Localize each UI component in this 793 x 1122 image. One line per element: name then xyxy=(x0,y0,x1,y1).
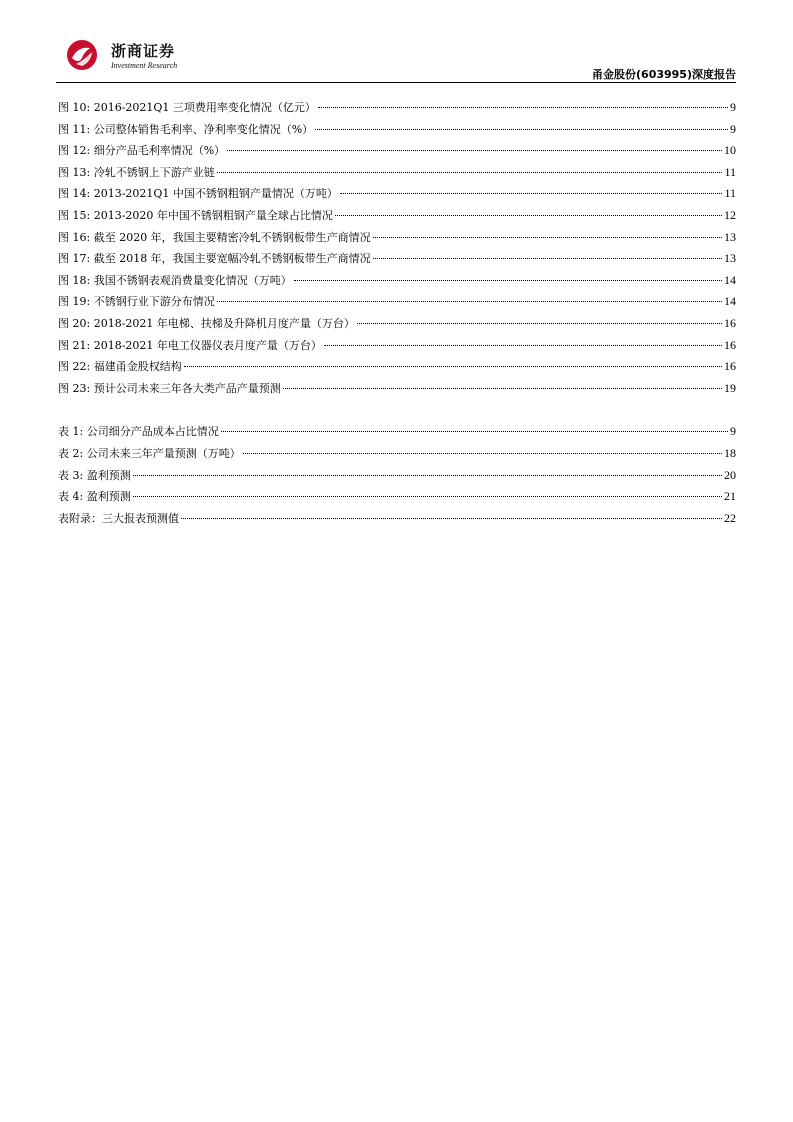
list-gap xyxy=(58,401,736,423)
toc-entry-page: 14 xyxy=(724,272,736,287)
toc-entry-page: 16 xyxy=(724,337,736,352)
company-name-cn: 浙商证券 xyxy=(111,42,176,60)
toc-entry-label: 图 17: 截至 2018 年，我国主要宽幅冷轧不锈钢板带生产商情况 xyxy=(58,252,371,266)
figure-toc-entry[interactable] xyxy=(58,250,736,272)
figure-toc-entry[interactable] xyxy=(58,358,736,380)
dot-leader xyxy=(294,280,722,281)
toc-entry-label: 图 13: 冷轧不锈钢上下游产业链 xyxy=(58,165,215,179)
toc-entry-label: 表附录：三大报表预测值 xyxy=(58,511,179,525)
toc-entry-page: 13 xyxy=(724,229,736,244)
dot-leader xyxy=(283,388,722,389)
figure-toc-entry[interactable] xyxy=(58,185,736,207)
toc-entry-page: 12 xyxy=(724,207,736,222)
dot-leader xyxy=(217,301,722,302)
company-name-en: Investment Research xyxy=(111,61,178,70)
header-divider xyxy=(56,82,736,83)
page-header xyxy=(56,34,736,84)
figure-toc-entry[interactable] xyxy=(58,142,736,164)
dot-leader xyxy=(227,150,722,151)
toc-entry-page: 16 xyxy=(724,315,736,330)
toc-entry-label: 图 18: 我国不锈钢表观消费量变化情况（万吨） xyxy=(58,273,292,287)
figure-list xyxy=(58,99,736,401)
toc-entry-page: 21 xyxy=(724,489,736,504)
toc-entry-page: 22 xyxy=(724,510,736,525)
dot-leader xyxy=(133,496,722,497)
dot-leader xyxy=(335,215,722,216)
table-list xyxy=(58,423,736,531)
dot-leader xyxy=(315,129,728,130)
toc-entry-label: 表 4: 盈利预测 xyxy=(58,490,131,504)
figure-toc-entry[interactable] xyxy=(58,164,736,186)
toc-entry-label: 图 10: 2016-2021Q1 三项费用率变化情况（亿元） xyxy=(58,101,316,114)
table-toc-entry[interactable] xyxy=(58,488,736,510)
dot-leader xyxy=(133,475,722,476)
toc-entry-label: 图 15: 2013-2020 年中国不锈钢粗钢产量全球占比情况 xyxy=(58,208,333,222)
table-toc-entry[interactable] xyxy=(58,467,736,489)
figure-toc-entry[interactable] xyxy=(58,207,736,229)
dot-leader xyxy=(340,193,723,194)
dot-leader xyxy=(181,518,722,519)
toc-entry-label: 图 21: 2018-2021 年电工仪器仪表月度产量（万台） xyxy=(58,338,322,352)
figure-toc-entry[interactable] xyxy=(58,121,736,143)
figure-toc-entry[interactable] xyxy=(58,293,736,315)
table-toc-entry[interactable] xyxy=(58,445,736,467)
zheshang-logo-icon xyxy=(64,38,100,72)
toc-entry-page: 14 xyxy=(724,294,736,309)
dot-leader xyxy=(357,323,722,324)
dot-leader xyxy=(324,345,722,346)
toc-entry-page: 19 xyxy=(724,380,736,395)
toc-entry-label: 表 1: 公司细分产品成本占比情况 xyxy=(58,425,219,439)
dot-leader xyxy=(184,366,722,367)
toc-entry-page: 11 xyxy=(724,186,736,201)
toc-entry-page: 18 xyxy=(724,445,736,460)
dot-leader xyxy=(373,237,722,238)
dot-leader xyxy=(221,431,728,432)
figure-toc-entry[interactable] xyxy=(58,315,736,337)
toc-entry-page: 9 xyxy=(730,121,736,136)
toc-entry-page: 9 xyxy=(730,424,736,439)
toc-entry-label: 图 22: 福建甬金股权结构 xyxy=(58,360,182,374)
figure-toc-entry[interactable] xyxy=(58,380,736,402)
toc-entry-label: 图 20: 2018-2021 年电梯、扶梯及升降机月度产量（万台） xyxy=(58,316,355,330)
table-toc-entry[interactable] xyxy=(58,423,736,445)
figure-toc-entry[interactable] xyxy=(58,272,736,294)
toc-entry-label: 表 3: 盈利预测 xyxy=(58,468,131,482)
toc-entry-page: 10 xyxy=(724,143,736,158)
toc-entry-label: 表 2: 公司未来三年产量预测（万吨） xyxy=(58,446,241,460)
dot-leader xyxy=(217,172,723,173)
toc-entry-page: 16 xyxy=(724,359,736,374)
dot-leader xyxy=(373,258,722,259)
toc-entry-label: 图 19: 不锈钢行业下游分布情况 xyxy=(58,295,215,309)
figure-toc-entry[interactable] xyxy=(58,229,736,251)
toc-entry-page: 11 xyxy=(724,164,736,179)
figure-toc-entry[interactable] xyxy=(58,337,736,359)
toc-entry-page: 13 xyxy=(724,251,736,266)
toc-entry-page: 20 xyxy=(724,467,736,482)
table-of-contents xyxy=(58,99,736,531)
toc-entry-label: 图 14: 2013-2021Q1 中国不锈钢粗钢产量情况（万吨） xyxy=(58,187,338,201)
dot-leader xyxy=(243,453,722,454)
toc-entry-label: 图 23: 预计公司未来三年各大类产品产量预测 xyxy=(58,381,281,395)
toc-entry-label: 图 11: 公司整体销售毛利率、净利率变化情况（%） xyxy=(58,122,314,136)
report-title: 甬金股份(603995)深度报告 xyxy=(592,68,736,81)
toc-entry-page: 9 xyxy=(730,100,736,114)
toc-entry-label: 图 12: 细分产品毛利率情况（%） xyxy=(58,144,226,158)
dot-leader xyxy=(318,107,728,108)
table-toc-entry[interactable] xyxy=(58,510,736,532)
figure-toc-entry[interactable] xyxy=(58,99,736,121)
toc-entry-label: 图 16: 截至 2020 年，我国主要精密冷轧不锈钢板带生产商情况 xyxy=(58,230,371,244)
